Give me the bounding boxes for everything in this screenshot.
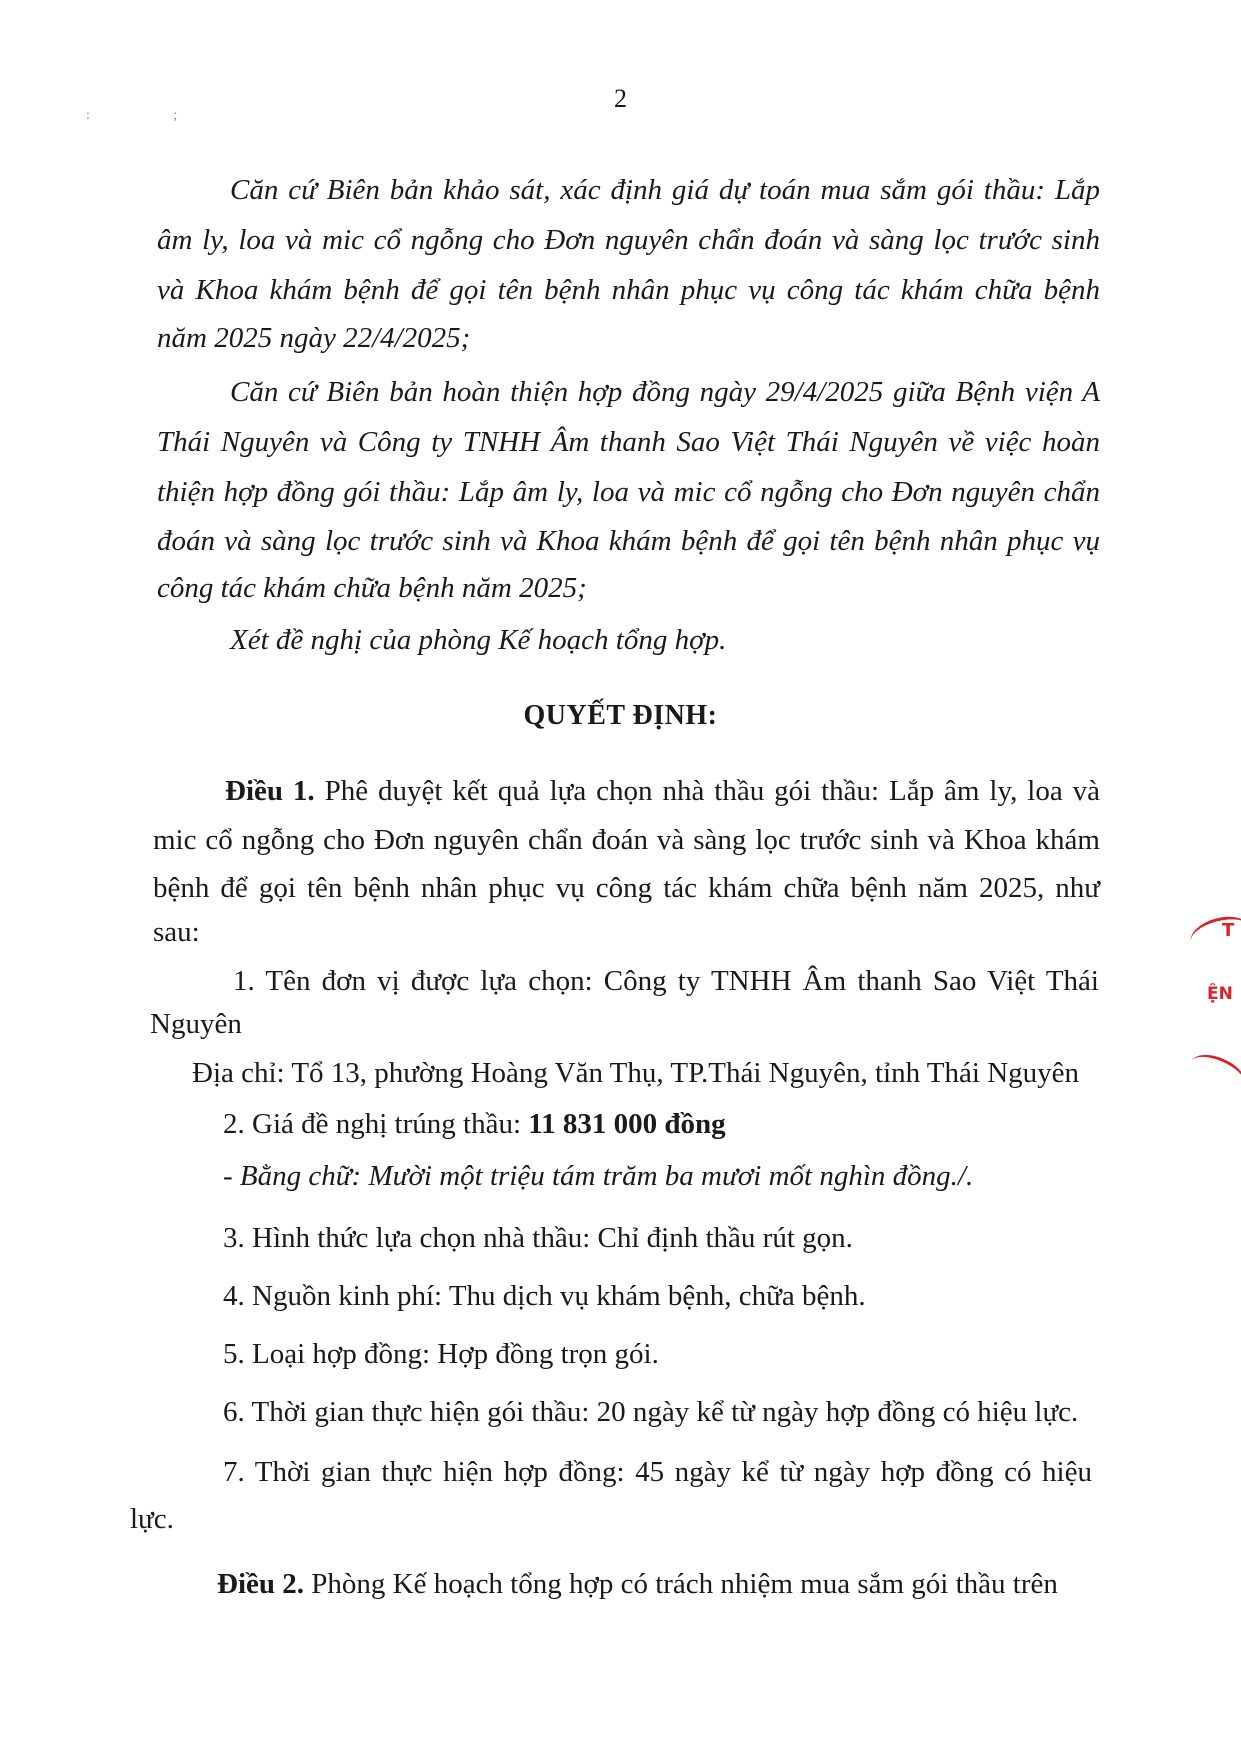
preamble-p1-line-2: âm ly, loa và mic cổ ngỗng cho Đơn nguyên chẩn đoán và sàng lọc trước sinh — [157, 224, 1100, 256]
dieu2-line — [217, 1570, 1058, 1599]
dieu2-text: Phòng Kế hoạch tổng hợp có trách nhiệm mua sắm gói thầu trên — [311, 1568, 1058, 1600]
page-number: 2 — [614, 84, 627, 113]
preamble-p2-line-1: Căn cứ Biên bản hoàn thiện hợp đồng ngày 29/4/2025 giữa Bệnh viện A — [230, 376, 1100, 408]
dieu1-line-2: mic cổ ngỗng cho Đơn nguyên chẩn đoán và sàng lọc trước sinh và Khoa khám — [153, 824, 1100, 856]
address-line: Địa chỉ: Tổ 13, phường Hoàng Văn Thụ, TP.Thái Nguyên, tỉnh Thái Nguyên — [192, 1057, 1080, 1089]
dieu2-label: Điều 2. — [217, 1568, 304, 1600]
decision-heading: QUYẾT ĐỊNH: — [523, 700, 718, 731]
dieu1-label: Điều 1. — [225, 775, 315, 807]
dieu1-text-1: Phê duyệt kết quả lựa chọn nhà thầu gói thầu: Lắp âm ly, loa và — [324, 775, 1100, 807]
preamble-p1-line-1: Căn cứ Biên bản khảo sát, xác định giá dự toán mua sắm gói thầu: Lắp — [230, 174, 1100, 206]
item7-line-1: 7. Thời gian thực hiện hợp đồng: 45 ngày kể từ ngày hợp đồng có hiệu — [223, 1456, 1092, 1488]
item6-line: 6. Thời gian thực hiện gói thầu: 20 ngày kể từ ngày hợp đồng có hiệu lực. — [223, 1396, 1079, 1428]
dieu1-line-1 — [225, 777, 1100, 806]
item1-line-2: Nguyên — [150, 1008, 242, 1040]
bid-price-value: 11 831 000 đồng — [528, 1108, 726, 1140]
margin-marks: : ; — [86, 108, 218, 123]
dieu1-line-4: sau: — [153, 916, 200, 948]
item7-line-2: lực. — [130, 1503, 174, 1535]
stamp-fragment-top: T — [1222, 920, 1235, 941]
preamble-p3: Xét đề nghị của phòng Kế hoạch tổng hợp. — [230, 624, 727, 656]
item2-line — [223, 1110, 726, 1139]
item4-line: 4. Nguồn kinh phí: Thu dịch vụ khám bệnh, chữa bệnh. — [223, 1280, 866, 1312]
item3-line: 3. Hình thức lựa chọn nhà thầu: Chỉ định thầu rút gọn. — [223, 1222, 853, 1254]
preamble-p1-line-3: và Khoa khám bệnh để gọi tên bệnh nhân phục vụ công tác khám chữa bệnh — [157, 274, 1100, 306]
stamp-fragment-text: ỆN — [1207, 984, 1233, 1004]
item1-line-1: 1. Tên đơn vị được lựa chọn: Công ty TNHH Âm thanh Sao Việt Thái — [233, 965, 1099, 997]
stamp-arc-bottom — [1184, 1047, 1241, 1102]
item5-line: 5. Loại hợp đồng: Hợp đồng trọn gói. — [223, 1338, 659, 1370]
item2-words: - Bằng chữ: Mười một triệu tám trăm ba mươi mốt nghìn đồng./. — [223, 1160, 974, 1192]
preamble-p1-line-4: năm 2025 ngày 22/4/2025; — [157, 322, 471, 354]
item2-label: 2. Giá đề nghị trúng thầu: — [223, 1108, 529, 1140]
preamble-p2-line-3: thiện hợp đồng gói thầu: Lắp âm ly, loa và mic cổ ngỗng cho Đơn nguyên chẩn — [157, 476, 1100, 508]
preamble-p2-line-5: công tác khám chữa bệnh năm 2025; — [157, 572, 587, 604]
dieu1-line-3: bệnh để gọi tên bệnh nhân phục vụ công tác khám chữa bệnh năm 2025, như — [153, 872, 1100, 904]
preamble-p2-line-2: Thái Nguyên và Công ty TNHH Âm thanh Sao Việt Thái Nguyên về việc hoàn — [157, 426, 1100, 458]
preamble-p2-line-4: đoán và sàng lọc trước sinh và Khoa khám bệnh để gọi tên bệnh nhân phục vụ — [157, 525, 1100, 557]
